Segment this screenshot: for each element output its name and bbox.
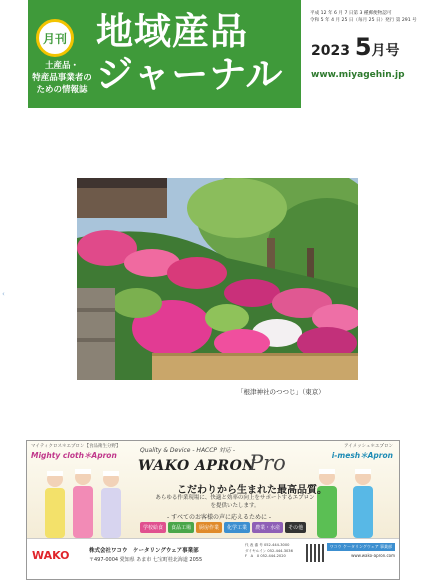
ad-quality-line: Quality & Device - HACCP 対応 - [140, 447, 236, 454]
company-address: 〒497-0004 愛知県 あま市 七宝町桂北海道 2055 [89, 557, 203, 563]
contact-line: F A X 052-444-2020 [245, 554, 286, 558]
meta-line: 令和 5 年 4 月 25 日（毎月 25 日）発行 第 291 号 [310, 18, 417, 23]
ad-right-kicker: アイメッシュ＊エプロン [344, 444, 393, 449]
azalea-garden-image [77, 178, 358, 380]
qr-code-icon[interactable] [306, 544, 324, 562]
magazine-title-line1: 地域産品 [96, 10, 248, 53]
web-url[interactable]: www.wako-apron.com [351, 553, 395, 558]
ad-footer [27, 538, 399, 580]
category-tag: 厨房作業 [196, 522, 222, 533]
ad-brand: WAKO APRON [138, 458, 256, 474]
contact-line: ダイヤルイン 052-444-3036 [245, 548, 293, 553]
ad-left-product: Mighty cloth＊Apron [31, 451, 117, 460]
model-left-2 [73, 469, 93, 538]
subtitle-line: 特産品事業者の [32, 73, 92, 83]
masthead-subtitle [31, 60, 93, 96]
category-tag: 学校給食 [140, 522, 166, 533]
model-left-1 [45, 471, 65, 538]
ad-category-tags [140, 522, 306, 533]
wako-logo: WAKO [32, 549, 70, 562]
ad-support-line: - すべてのお客様の声に応えるために - [167, 514, 272, 521]
issue-date [311, 33, 400, 61]
contact-line: 代 表 番 号 052-444-3000 [245, 543, 290, 547]
website-url[interactable]: www.miyagehin.jp [311, 70, 405, 80]
ad-hero [27, 441, 399, 538]
category-tag: 化学工業 [224, 522, 250, 533]
publication-meta [310, 10, 417, 24]
company-name: 株式会社ワコウ ケータリングウェア事業部 [89, 548, 199, 554]
web-badge[interactable]: ワコウ ケータリングウェア 事業部 [327, 543, 395, 551]
monthly-badge: 月刊 [36, 19, 74, 57]
category-tag: 食品工場 [168, 522, 194, 533]
subtitle-line: 土産品・ [44, 61, 79, 71]
category-tag: その他 [285, 522, 306, 533]
photo-caption: 「根津神社のつつじ」（東京） [237, 388, 325, 396]
magazine-title-line2: ジャーナル [96, 53, 284, 96]
chevron-left-icon: ‹ [2, 290, 5, 298]
issue-month: 5 [354, 33, 372, 61]
model-left-3 [101, 471, 121, 538]
meta-line: 平成 12 年 6 月 7 日第 3 種郵便物認可 [310, 11, 392, 16]
ad-brand-pro: Pro [249, 451, 286, 475]
issue-year: 2023 [311, 43, 350, 59]
ad-catchphrase: こだわりから生まれた最高品質。 [177, 485, 327, 496]
model-right-2 [353, 469, 373, 538]
cover-photo [77, 178, 358, 380]
category-tag: 農業・水産 [252, 522, 283, 533]
model-right-1 [317, 469, 337, 538]
issue-suffix: 月号 [371, 43, 400, 59]
contact-numbers [245, 543, 293, 560]
ad-description: あらゆる作業現場に、快適と効率の向上をサポートするエプロンを提供いたします。 [155, 495, 315, 509]
subtitle-line: ための情報誌 [36, 85, 88, 95]
ad-left-kicker: マイティクロス＊エプロン【食品衛生分野】 [31, 444, 121, 449]
advertisement[interactable] [26, 440, 400, 580]
ad-right-product: i-mesh＊Apron [331, 451, 393, 460]
